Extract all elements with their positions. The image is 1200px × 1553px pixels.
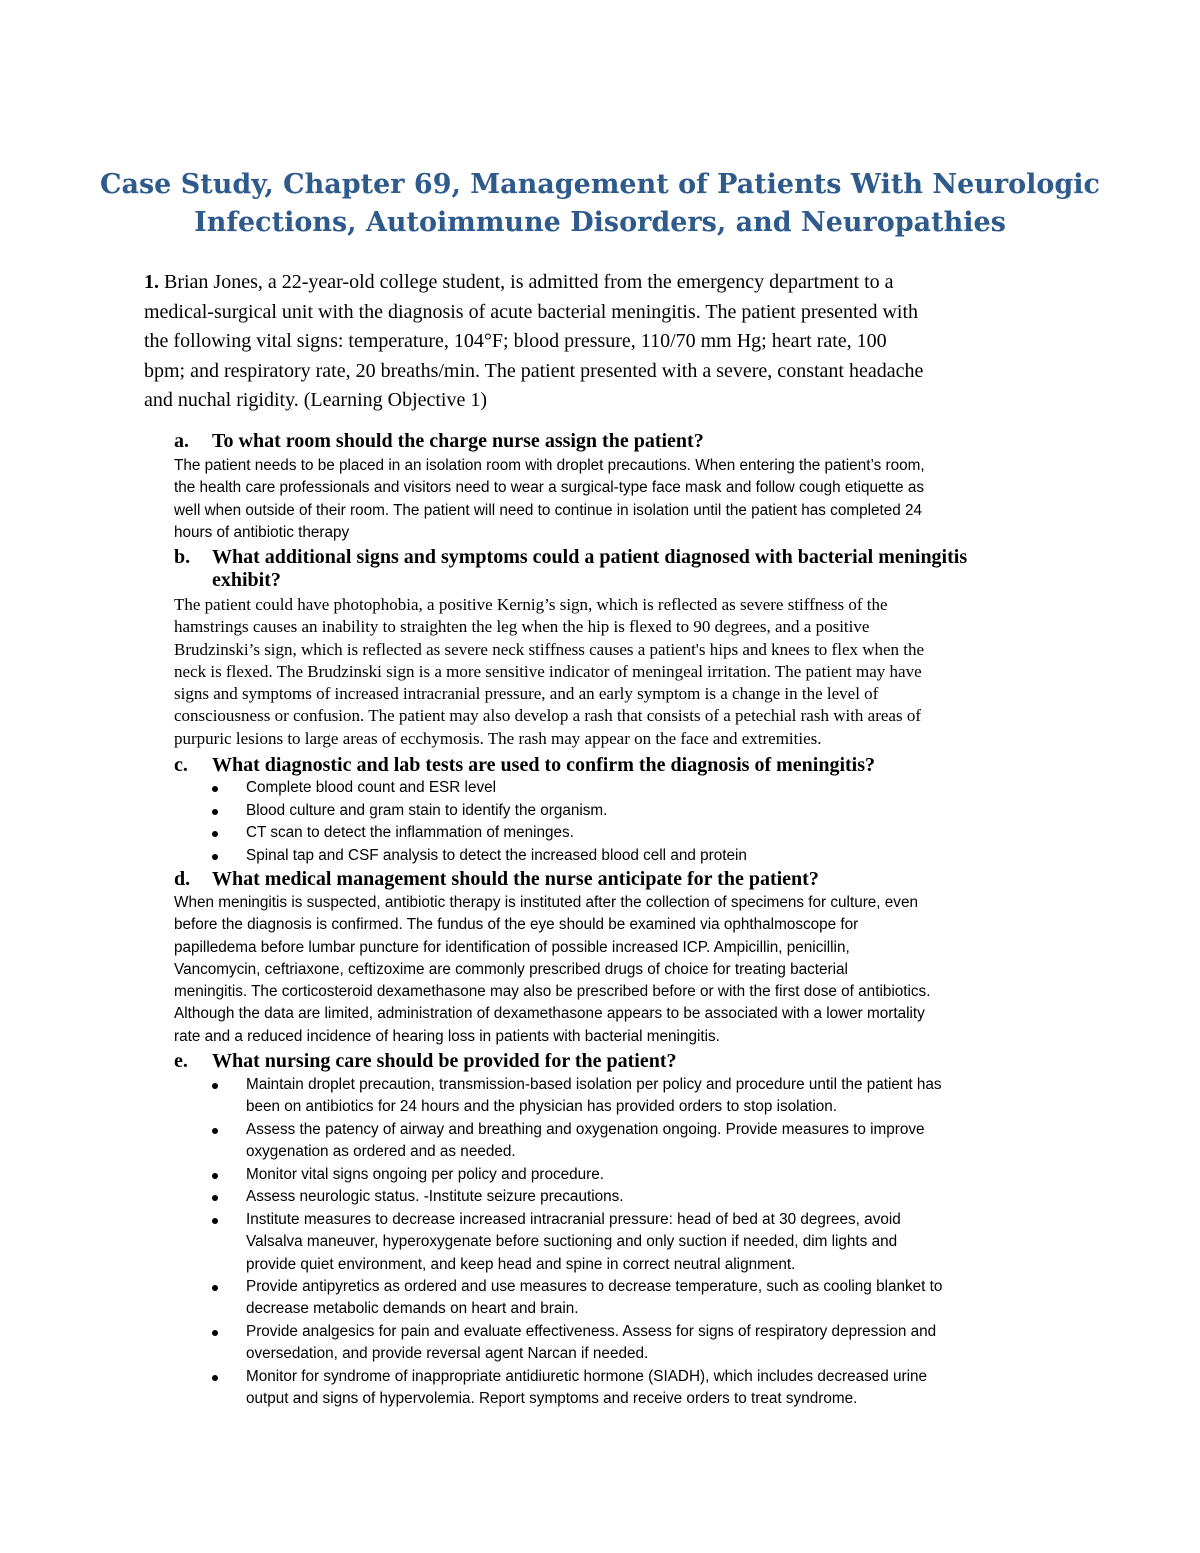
answer-line: consciousness or confusion. The patient may also develop a rash that consists of a petechial rash with areas of [174,706,922,726]
bullet-icon [212,1173,218,1179]
intro-line: medical-surgical unit with the diagnosis of acute bacterial meningitis. The patient presented with [144,300,919,323]
answer-a [174,455,1084,544]
title-line-1: Case Study, Chapter 69, Management of Patients With Neurologic [100,169,1100,200]
answer-line: hamstrings causes an inability to straighten the leg when the hip is flexed to 90 degrees, and a positive [174,617,870,637]
intro-line: the following vital signs: temperature, 104°F; blood pressure, 110/70 mm Hg; heart rate, 100 [144,330,887,352]
list-item-text: decrease metabolic demands on heart and brain. [246,1300,579,1318]
question-b [174,546,1074,568]
bullet-icon [212,831,218,837]
list-item-text: Monitor vital signs ongoing per policy and procedure. [246,1166,604,1183]
list-item-text: Maintain droplet precaution, transmission-based isolation per policy and procedure until the patient has [246,1076,942,1093]
question-a [174,430,1074,452]
answer-line: The patient could have photophobia, a positive Kernig’s sign, which is reflected as severe stiffness of the [174,595,888,614]
intro-line: Brian Jones, a 22-year-old college student, is admitted from the emergency department to a [164,271,894,293]
bullet-icon [212,1375,218,1381]
list-item-text: oxygenation as ordered and as needed. [246,1143,516,1161]
list-item-text: Assess neurologic status. -Institute seizure precautions. [246,1188,624,1205]
bullet-icon [212,1285,218,1291]
list-item-text: output and signs of hypervolemia. Report symptoms and receive orders to treat syndrome. [246,1390,858,1408]
answer-line: hours of antibiotic therapy [174,523,350,541]
answer-line: The patient needs to be placed in an isolation room with droplet precautions. When entering the patient’s room, [174,457,925,474]
case-intro [144,268,1064,416]
answer-line: rate and a reduced incidence of hearing loss in patients with bacterial meningitis. [174,1027,720,1045]
question-text: What diagnostic and lab tests are used to confirm the diagnosis of meningitis? [212,754,876,776]
answer-line: before the diagnosis is confirmed. The fundus of the eye should be examined via ophthalmoscope for [174,916,859,934]
answer-line: papilledema before lumbar puncture for identification of possible increased ICP. Ampicillin, penicillin, [174,938,850,956]
answer-line: Vancomycin, ceftriaxone, ceftizoxime are commonly prescribed drugs of choice for treating bacterial [174,960,848,978]
answer-line: well when outside of their room. The patient will need to continue in isolation until the patient has completed 24 [174,501,923,519]
list-item-text: Complete blood count and ESR level [246,779,497,796]
case-number: 1. [144,271,159,293]
answer-d [174,892,1084,1048]
intro-line: and nuchal rigidity. (Learning Objective 1) [144,389,488,411]
bullet-icon [212,1128,218,1134]
list-item-text: Institute measures to decrease increased intracranial pressure: head of bed at 30 degrees, avoid [246,1211,901,1228]
list-item-text: provide quiet environment, and keep head and spine in correct neutral alignment. [246,1255,796,1273]
question-c [174,754,1074,776]
bullet-icon [212,1195,218,1201]
answer-line: signs and symptoms of increased intracranial pressure, and an early symptom is a change in the level of [174,684,879,704]
intro-line: bpm; and respiratory rate, 20 breaths/min. The patient presented with a severe, constant headache [144,359,924,382]
question-letter: c. [174,754,188,776]
question-text: What medical management should the nurse anticipate for the patient? [212,868,819,890]
list-item-text: Valsalva maneuver, hyperoxygenate before suctioning and only suction if needed, dim lights and [246,1233,898,1251]
bullet-icon [212,1218,218,1224]
answer-line: purpuric lesions to large areas of ecchymosis. The rash may appear on the face and extremities. [174,728,822,748]
list-item-text: CT scan to detect the inflammation of meninges. [246,824,574,841]
title-line-2: Infections, Autoimmune Disorders, and Neuropathies [194,207,1006,238]
question-d [174,868,1074,890]
list-item-text: Assess the patency of airway and breathing and oxygenation ongoing. Provide measures to improve [246,1121,925,1138]
question-letter: a. [174,430,189,452]
bullet-icon [212,854,218,860]
bullet-icon [212,1083,218,1089]
list-item-text: Spinal tap and CSF analysis to detect the increased blood cell and protein [246,847,747,864]
list-item-text: Provide antipyretics as ordered and use measures to decrease temperature, such as cooling blanket to [246,1278,943,1295]
answer-line: Although the data are limited, administration of dexamethasone appears to be associated with a lower mortality [174,1005,925,1023]
page-title [100,166,1100,242]
answer-line: When meningitis is suspected, antibiotic therapy is instituted after the collection of specimens for culture, even [174,894,918,911]
bullet-icon [212,1330,218,1336]
list-item-text: Monitor for syndrome of inappropriate antidiuretic hormone (SIADH), which includes decreased urine [246,1368,928,1385]
question-text: What additional signs and symptoms could a patient diagnosed with bacterial meningitis [212,546,968,568]
list-item-text: Provide analgesics for pain and evaluate effectiveness. Assess for signs of respiratory depression and [246,1323,937,1340]
question-b-continued: exhibit? [212,569,281,591]
bullet-icon [212,809,218,815]
list-item-text: Blood culture and gram stain to identify the organism. [246,802,608,819]
question-e [174,1050,1074,1072]
answer-line: meningitis. The corticosteroid dexamethasone may also be prescribed before or with the first dose of antibiotics. [174,983,931,1001]
answer-line: Brudzinski’s sign, which is reflected as severe neck stiffness causes a patient's hips and knees to flex when the [174,639,925,659]
question-text: What nursing care should be provided for the patient? [212,1050,677,1072]
question-text: To what room should the charge nurse assign the patient? [212,430,704,452]
question-letter: e. [174,1050,188,1072]
answer-line: the health care professionals and visitors need to wear a surgical-type face mask and follow cough etiquette as [174,479,924,497]
answer-b [174,594,1084,750]
bullet-icon [212,786,218,792]
answer-line: neck is flexed. The Brudzinski sign is a more sensitive indicator of meningeal irritation. The patient may have [174,661,922,681]
list-item-text: been on antibiotics for 24 hours and the physician has provided orders to stop isolation. [246,1098,837,1116]
list-item-text: oversedation, and provide reversal agent Narcan if needed. [246,1345,649,1363]
question-letter: d. [174,868,191,890]
question-letter: b. [174,546,191,568]
